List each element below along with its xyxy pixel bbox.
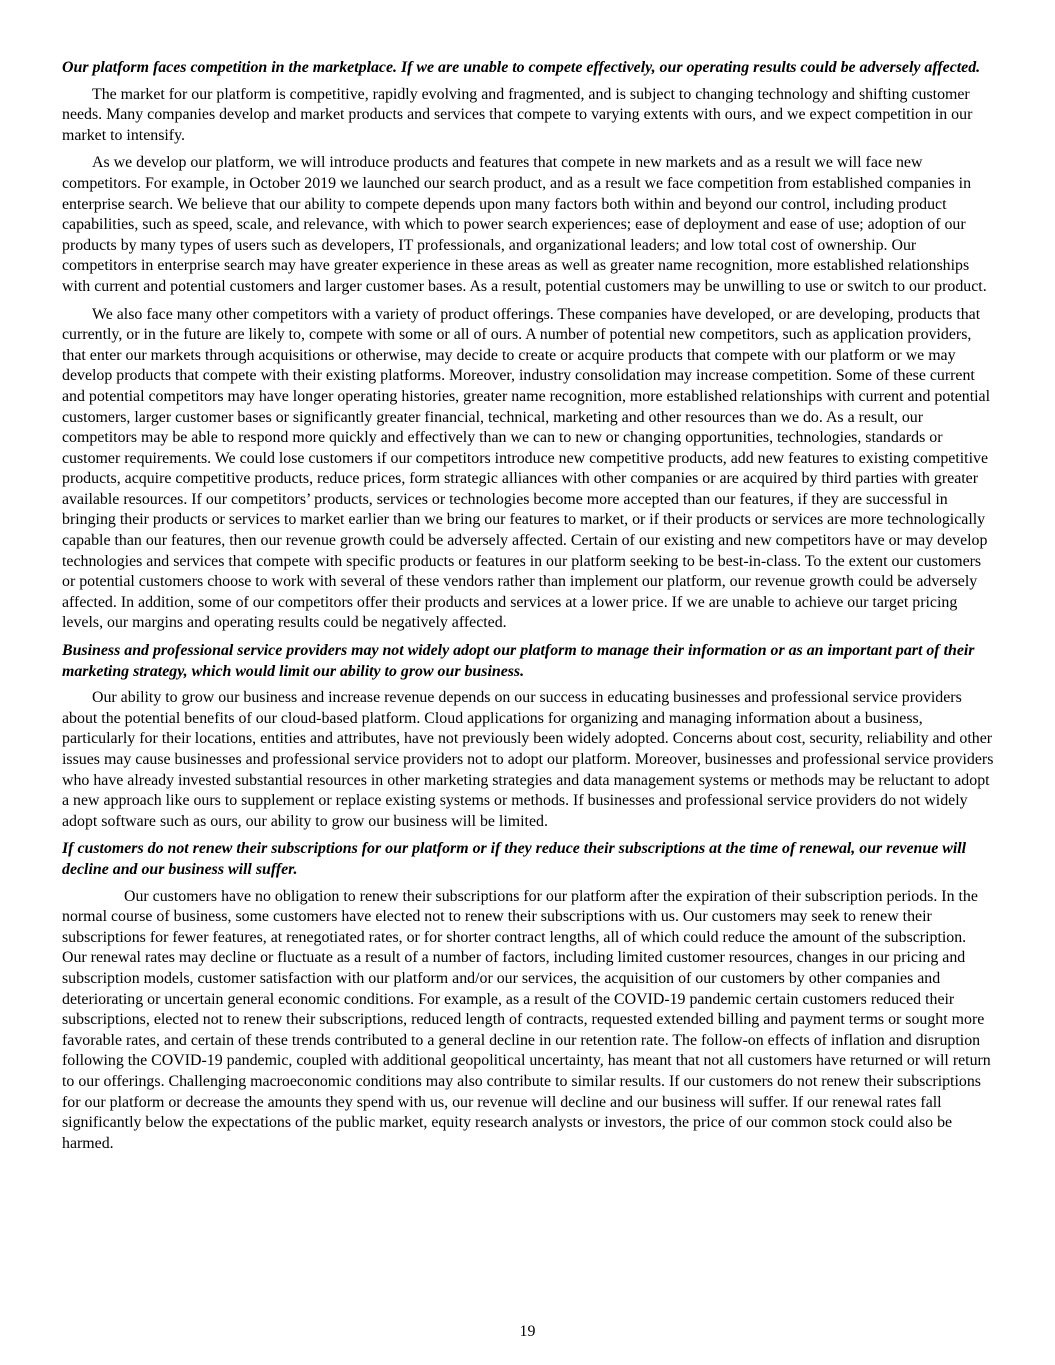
body-paragraph: As we develop our platform, we will introduce products and features that compete in new markets and as a result we will face new competitors. For example, in October 2019 we launched our search product, and as a result we face competition from established companies in enterprise search. We believe that our ability to compete depends upon many factors both within and beyond our control, including product capabilities, such as speed, scale, and relevance, with which to power search experiences; ease of deployment and ease of use; adoption of our products by many types of users such as developers, IT professionals, and organizational leaders; and low total cost of ownership. Our competitors in enterprise search may have greater experience in these areas as well as greater name recognition, more established relationships with current and potential customers and larger customer bases. As a result, potential customers may be unwilling to use or switch to our product. (62, 154, 987, 295)
section-adoption (62, 641, 994, 832)
section-renewals (62, 839, 994, 1154)
section-competition (62, 58, 994, 634)
body-paragraph: We also face many other competitors with a variety of product offerings. These companies have developed, or are developing, products that currently, or in the future are likely to, compete with some or all of ours. A number of potential new competitors, such as application providers, that enter our markets through acquisitions or otherwise, may decide to create or acquire products that compete with our platform or we may develop products that compete with their existing platforms. Moreover, industry consolidation may increase competition. Some of these current and potential competitors may have longer operating histories, greater name recognition, more established relationships with current and potential customers, larger customer bases or significantly greater financial, technical, marketing and other resources than we do. As a result, our competitors may be able to respond more quickly and effectively than we can to new or changing opportunities, technologies, standards or customer requirements. We could lose customers if our competitors introduce new competitive products, add new features to existing competitive products, acquire competitive products, reduce prices, form strategic alliances with other companies or are acquired by third parties with greater available resources. If our competitors’ products, services or technologies become more accepted than our features, if they are successful in bringing their products or services to market earlier than we bring our features to market, or if their products or services are more technologically capable than our features, then our revenue growth could be adversely affected. Certain of our existing and new competitors have or may develop technologies and services that compete with specific products or features in our platform seeking to be best-in-class. To the extent our customers or potential customers choose to work with several of these vendors rather than implement our platform, our revenue growth could be adversely affected. In addition, some of our competitors offer their products and services at a lower price. If we are unable to achieve our target pricing levels, our margins and operating results could be negatively affected. (62, 305, 990, 632)
page-number: 19 (519, 1323, 536, 1340)
document-page (62, 58, 994, 1161)
body-paragraph: Our customers have no obligation to renew their subscriptions for our platform after the expiration of their subscription periods. In the normal course of business, some customers have elected not to renew their subscriptions with us. Our customers may seek to renew their subscriptions for fewer features, at renegotiated rates, or for shorter contract lengths, all of which could reduce the amount of the subscription. Our renewal rates may decline or fluctuate as a result of a number of factors, including limited customer resources, changes in our pricing and subscription models, customer satisfaction with our platform and/or our services, the acquisition of our customers by other companies and deteriorating or uncertain general economic conditions. For example, as a result of the COVID-19 pandemic certain customers reduced their subscriptions, elected not to renew their subscriptions, reduced length of contracts, requested extended billing and payment terms or sought more favorable rates, and certain of these trends contributed to a general decline in our retention rate. The follow-on effects of inflation and disruption following the COVID-19 pandemic, coupled with additional geopolitical uncertainty, has meant that not all customers have returned or will return to our offerings. Challenging macroeconomic conditions may also contribute to similar results. If our customers do not renew their subscriptions for our platform or decrease the amounts they spend with us, our revenue will decline and our business will suffer. If our renewal rates fall significantly below the expectations of the public market, equity research analysts or investors, the price of our common stock could also be harmed. (62, 887, 991, 1152)
section-heading: Our platform faces competition in the marketplace. If we are unable to compete effectively, our operating results could be adversely affected. (62, 59, 981, 76)
body-paragraph: The market for our platform is competitive, rapidly evolving and fragmented, and is subject to changing technology and shifting customer needs. Many companies develop and market products and services that compete to varying extents with ours, and we expect competition in our market to intensify. (62, 85, 973, 144)
section-heading: Business and professional service providers may not widely adopt our platform to manage their information or as an important part of their marketing strategy, which would limit our ability to grow our business. (62, 642, 975, 680)
section-heading: If customers do not renew their subscriptions for our platform or if they reduce their subscriptions at the time of renewal, our revenue will decline and our business will suffer. (62, 840, 967, 878)
body-paragraph: Our ability to grow our business and increase revenue depends on our success in educating businesses and professional service providers about the potential benefits of our cloud-based platform. Cloud applications for organizing and managing information about a business, particularly for their locations, entities and attributes, have not previously been widely adopted. Concerns about cost, security, reliability and other issues may cause businesses and professional service providers not to adopt our platform. Moreover, businesses and professional service providers who have already invested substantial resources in other marketing strategies and data management systems or methods may be reluctant to adopt a new approach like ours to supplement or replace existing systems or methods. If businesses and professional service providers do not widely adopt software such as ours, our ability to grow our business will be limited. (62, 689, 994, 830)
